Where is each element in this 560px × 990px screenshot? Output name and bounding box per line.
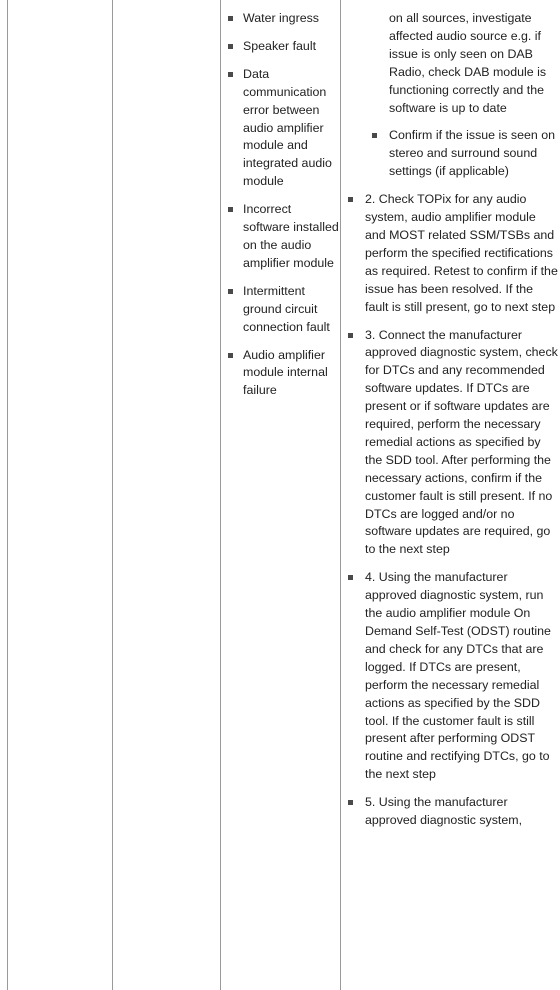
list-item: Intermittent ground circuit connection fault [228, 283, 340, 337]
square-bullet-icon [228, 353, 233, 358]
sub-list [372, 127, 558, 181]
square-bullet-icon [372, 133, 377, 138]
list-item: Incorrect software installed on the audio amplifier module [228, 201, 340, 273]
list-item: Audio amplifier module internal failure [228, 347, 340, 401]
square-bullet-icon [348, 575, 353, 580]
possible-causes-column [228, 0, 340, 410]
square-bullet-icon [348, 333, 353, 338]
table-column-divider-1 [112, 0, 113, 990]
list-item: 3. Connect the manufacturer approved diagnostic system, check for DTCs and any recommended software updates. If DTCs are present or if software updates are required, perform the necessary remedial actions as specified by the SDD tool. After performing the necessary actions, confirm if the customer fault is still present. If no DTCs are logged and/or no software updates are required, go to the next step [348, 327, 558, 560]
list-item: 2. Check TOPix for any audio system, audio amplifier module and MOST related SSM/TSBs and perform the specified rectifications as required. Retest to confirm if the issue has been resolved. If the fault is still present, go to next step [348, 191, 558, 316]
causes-list [228, 10, 340, 400]
table-column-divider-2 [220, 0, 221, 990]
list-item: Speaker fault [228, 38, 340, 56]
square-bullet-icon [228, 72, 233, 77]
steps-list [348, 191, 558, 830]
square-bullet-icon [348, 197, 353, 202]
square-bullet-icon [228, 44, 233, 49]
square-bullet-icon [348, 800, 353, 805]
list-item: Confirm if the issue is seen on stereo and surround sound settings (if applicable) [372, 127, 558, 181]
list-item: 5. Using the manufacturer approved diagnostic system, [348, 794, 558, 830]
list-item: Water ingress [228, 10, 340, 28]
square-bullet-icon [228, 207, 233, 212]
list-item: Data communication error between audio amplifier module and integrated audio module [228, 66, 340, 191]
continued-text: on all sources, investigate affected audio source e.g. if issue is only seen on DAB Radio, check DAB module is functioning correctly and the software is up to date [389, 11, 547, 115]
square-bullet-icon [228, 289, 233, 294]
table-border-left [7, 0, 8, 990]
list-item: 4. Using the manufacturer approved diagnostic system, run the audio amplifier module On Demand Self-Test (ODST) routine and check for any DTCs that are logged. If DTCs are present, perform the necessary remedial actions as specified by the SDD tool. If the customer fault is still present after performing ODST routine and rectifying DTCs, go to the next step [348, 569, 558, 784]
table-column-divider-3 [340, 0, 341, 990]
square-bullet-icon [228, 16, 233, 21]
actions-column [348, 0, 558, 840]
